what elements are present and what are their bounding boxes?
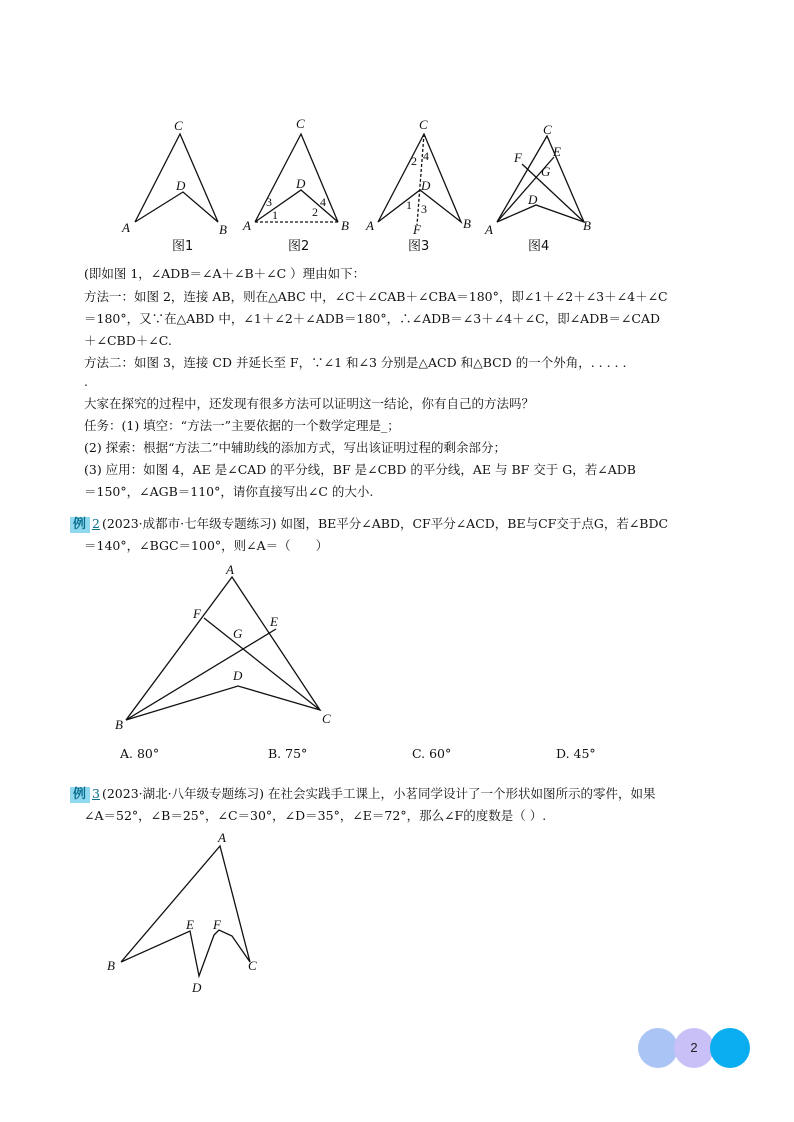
text-line-1: (即如图 1，∠ADB＝∠A＋∠B＋∠C ）理由如下： [84, 266, 366, 281]
example3-tag: 例 [70, 787, 90, 803]
fig1-label-a: A [122, 220, 130, 235]
fig3-label-c: C [419, 117, 428, 132]
text-line-2: 方法一：如图 2，连接 AB，则在△ABC 中，∠C＋∠CAB＋∠CBA＝180°，即∠1＋∠2＋∠3＋∠4＋∠C [84, 289, 668, 304]
option-a: A. 80° [120, 746, 160, 761]
fig2-label-b: B [341, 218, 349, 233]
fig3-caption: 图3 [408, 239, 430, 254]
fig3-angle-2: 2 [411, 154, 417, 168]
example3-figure [100, 826, 280, 996]
ex2-be-line [126, 629, 276, 720]
example2-number: 2 [92, 516, 100, 531]
ex3-label-b: B [107, 958, 115, 973]
ex2-label-g: G [233, 626, 243, 641]
fig3-angle-1: 1 [406, 198, 412, 212]
fig3-label-f: F [413, 222, 421, 237]
fig2-label-d: D [296, 176, 306, 191]
example3-number: 3 [92, 786, 100, 801]
ex2-label-e: E [270, 614, 278, 629]
fig4-label-c: C [543, 122, 552, 137]
fig4-label-d: D [528, 192, 538, 207]
fig4-label-a: A [485, 222, 493, 237]
ex2-cf-line [204, 618, 320, 710]
ex2-label-d: D [233, 668, 243, 683]
example3-line2: ∠A＝52°，∠B＝25°，∠C＝30°，∠D＝35°，∠E＝72°，那么∠F的度数是（ ）. [84, 808, 547, 823]
text-line-6: . [84, 374, 88, 389]
fig3-shape [378, 134, 461, 222]
fig2-angle-2: 2 [312, 205, 318, 219]
ex3-outline [121, 846, 250, 976]
text-line-3: ＝180°，又∵在△ABD 中，∠1＋∠2＋∠ADB＝180°，∴∠ADB＝∠3＋∠4＋∠C，即∠ADB＝∠CAD [84, 311, 660, 326]
ex2-label-b: B [115, 717, 123, 732]
option-d: D. 45° [556, 746, 596, 761]
fig4-label-f: F [514, 150, 522, 165]
fig3-label-a: A [366, 218, 374, 233]
text-line-9: (2) 探索：根据“方法二”中辅助线的添加方式，写出该证明过程的剩余部分； [84, 440, 506, 455]
example2-tag: 例 [70, 517, 90, 533]
example2-header [70, 516, 720, 533]
fig4-label-g: G [541, 164, 551, 179]
option-c: C. 60° [412, 746, 452, 761]
fig1-label-d: D [176, 178, 186, 193]
text-line-4: ＋∠CBD＋∠C. [84, 333, 172, 348]
ex2-label-f: F [193, 606, 201, 621]
fig4-label-b: B [583, 218, 591, 233]
deco-circle-right [710, 1028, 750, 1068]
fig1-label-c: C [174, 118, 183, 133]
page-number-badge [638, 1028, 750, 1068]
text-line-5: 方法二：如图 3，连接 CD 并延长至 F，∵∠1 和∠3 分别是△ACD 和△BCD 的一个外角，. . . . . [84, 355, 627, 370]
fig3-angle-3: 3 [421, 202, 427, 216]
fig2-angle-4: 4 [320, 195, 326, 209]
ex3-label-d: D [192, 980, 202, 995]
ex3-label-c: C [248, 958, 257, 973]
fig2-angle-1: 1 [272, 208, 278, 222]
text-line-11: ＝150°，∠AGB＝110°，请你直接写出∠C 的大小. [84, 484, 374, 499]
text-line-8: 任务：(1) 填空：“方法一”主要依据的一个数学定理是_； [84, 418, 400, 433]
fig4-label-e: E [553, 144, 561, 159]
fig2-caption: 图2 [288, 239, 310, 254]
text-line-7: 大家在探究的过程中，还发现有很多方法可以证明这一结论，你有自己的方法吗？ [84, 396, 535, 411]
fig2-angle-3: 3 [266, 195, 272, 209]
fig4-caption: 图4 [528, 239, 550, 254]
example3-line1: (2023·湖北·八年级专题练习) 在社会实践手工课上，小茗同学设计了一个形状如图所示的零件，如果 [101, 786, 656, 801]
deco-circle-left [638, 1028, 678, 1068]
example2-line1: (2023·成都市·七年级专题练习) 如图，BE平分∠ABD，CF平分∠ACD，BE与CF交于点G，若∠BDC [101, 516, 669, 531]
ex2-outer-shape [126, 577, 320, 720]
page-number: 2 [690, 1040, 698, 1055]
ex2-label-c: C [322, 711, 331, 726]
option-b: B. 75° [268, 746, 308, 761]
ex2-label-a: A [226, 562, 234, 577]
ex3-label-f: F [213, 917, 221, 932]
example3-header [70, 786, 720, 803]
ex3-label-a: A [218, 830, 226, 845]
fig2-label-a: A [243, 218, 251, 233]
text-line-10: (3) 应用：如图 4，AE 是∠CAD 的平分线，BF 是∠CBD 的平分线，AE 与 BF 交于 G，若∠ADB [84, 462, 636, 477]
figure-row [110, 110, 610, 260]
ex3-label-e: E [186, 917, 194, 932]
fig3-label-b: B [463, 216, 471, 231]
example2-line2: ＝140°，∠BGC＝100°，则∠A＝（ ） [84, 538, 329, 553]
fig3-label-d: D [421, 178, 431, 193]
example2-figure [110, 560, 340, 735]
fig2-label-c: C [296, 116, 305, 131]
fig1-caption: 图1 [172, 239, 194, 254]
fig1-label-b: B [219, 222, 227, 237]
fig3-angle-4: 4 [423, 149, 429, 163]
